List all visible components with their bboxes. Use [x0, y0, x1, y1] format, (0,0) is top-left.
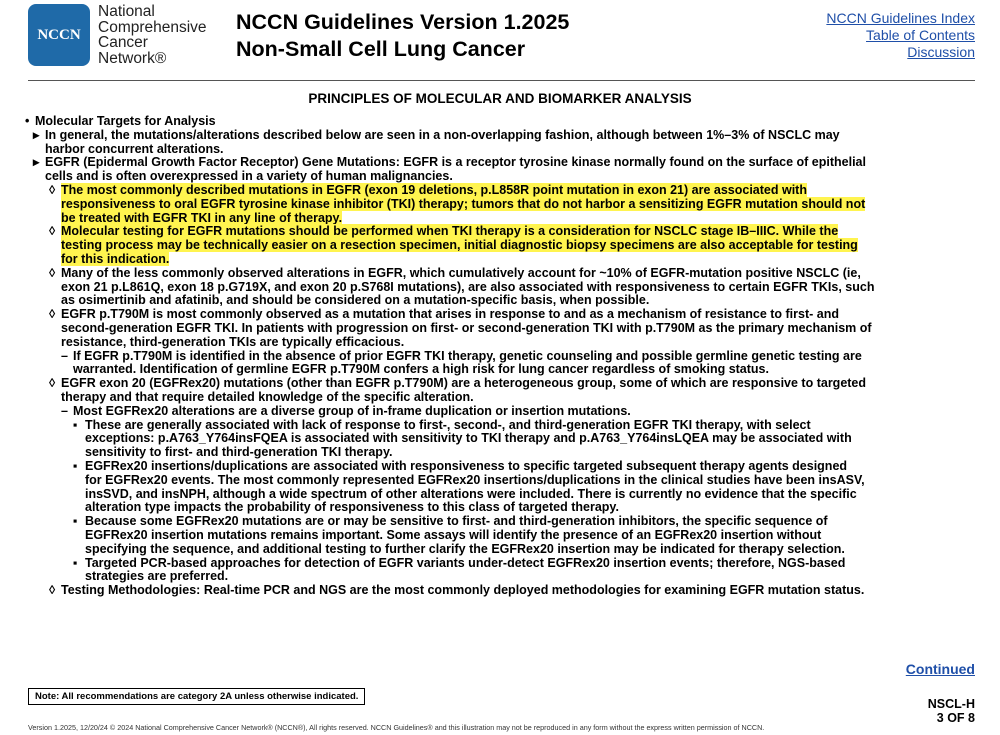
line-text: Targeted PCR-based approaches for detection of EGFR variants under-detect EGFRex20 insertion events; therefore, NGS-based [85, 555, 846, 570]
bullet-marker: ▪ [73, 458, 78, 473]
bullet-marker [73, 529, 85, 543]
line-text: EGFR (Epidermal Growth Factor Receptor) Gene Mutations: EGFR is a receptor tyrosine kinase normally found on the surface of epithelial [45, 155, 866, 170]
bullet-marker [73, 432, 85, 446]
highlighted-text: testing process may be technically easier on a resection specimen, initial diagnostic biopsy specimens are also acceptable for testing [61, 238, 858, 253]
bullet-marker: ▸ [33, 127, 40, 142]
line-text: exceptions: p.A763_Y764insFQEA is associated with sensitivity to TKI therapy and p.A763_Y764insLQEA may be associated with [85, 431, 852, 446]
text-line [25, 515, 975, 529]
bullet-marker [33, 143, 45, 157]
bullet-marker: ◊ [49, 265, 56, 280]
bullet-marker [49, 322, 61, 336]
header-divider [28, 80, 975, 81]
line-text: alteration type impacts the probability of responsiveness to this class of targeted therapy. [85, 500, 619, 515]
highlighted-text: be treated with EGFR TKI in any line of therapy. [61, 210, 343, 225]
line-text: warranted. Identification of germline EGFR p.T790M confers a high risk for lung cancer regardless of smoking status. [73, 362, 769, 377]
bullet-marker [33, 170, 45, 184]
text-line [25, 170, 975, 184]
page-identifier [928, 697, 975, 725]
section-title: PRINCIPLES OF MOLECULAR AND BIOMARKER ANALYSIS [308, 91, 692, 106]
text-line [25, 239, 975, 253]
bullet-marker [49, 281, 61, 295]
line-text: therapy and that require detailed knowledge of the specific alteration. [61, 389, 474, 404]
bullet-marker [49, 239, 61, 253]
text-line [25, 446, 975, 460]
bullet-marker [49, 294, 61, 308]
text-line [25, 501, 975, 515]
line-text: EGFR exon 20 (EGFRex20) mutations (other than EGFR p.T790M) are a heterogeneous group, some of which are responsive to targeted [61, 376, 867, 391]
bullet-marker: ▪ [73, 514, 78, 529]
bullet-marker [49, 391, 61, 405]
text-line [25, 557, 975, 571]
text-line [25, 308, 975, 322]
bullet-marker: ▸ [33, 155, 40, 170]
page-title [236, 9, 569, 63]
bullet-marker: ▪ [73, 555, 78, 570]
line-text: resistance, third-generation TKIs are typically efficacious. [61, 334, 405, 349]
text-line [25, 570, 975, 584]
line-text: EGFR p.T790M is most commonly observed as a mutation that arises in response to and as a mechanism of resistance to first- and [61, 307, 839, 322]
copyright-notice: Version 1.2025, 12/20/24 © 2024 National Comprehensive Cancer Network® (NCCN®), All rights reserved. NCCN Guidelines® and this illustration may not be reproduced in any form without the express written permission of NCCN. [28, 723, 765, 732]
bullet-marker: ◊ [49, 307, 56, 322]
text-line [25, 294, 975, 308]
text-line [25, 543, 975, 557]
bullet-marker [49, 198, 61, 212]
content-body [25, 115, 975, 598]
text-line [25, 529, 975, 543]
table-of-contents-link[interactable]: Table of Contents [866, 27, 975, 43]
text-line [25, 212, 975, 226]
line-text: insSVD, and insNPH, although a wide spectrum of other alterations were included. There is currently no evidence that the specific [85, 486, 857, 501]
bullet-marker: ◊ [49, 376, 56, 391]
line-text: Testing Methodologies: Real-time PCR and NGS are the most commonly deployed methodologies for examining EGFR mutation status. [61, 583, 865, 598]
text-line [25, 391, 975, 405]
text-line [25, 488, 975, 502]
highlighted-text: Molecular testing for EGFR mutations should be performed when TKI therapy is a consideration for NSCLC stage IB–IIIC. While the [61, 224, 839, 239]
text-line [25, 474, 975, 488]
highlighted-text: responsiveness to oral EGFR tyrosine kinase inhibitor (TKI) therapy; tumors that do not harbor a sensitizing EGFR mutation should not [61, 196, 866, 211]
logo-line: National [98, 3, 155, 20]
bullet-marker: – [61, 348, 68, 363]
page-number: 3 OF 8 [936, 711, 975, 725]
text-line [25, 419, 975, 433]
line-text: exon 21 p.L861Q, exon 18 p.G719X, and exon 20 p.S768I mutations), are also associated with responsiveness to certain EGFR TKIs, such [61, 279, 875, 294]
line-text: second-generation EGFR TKI. In patients with progression on first- or second-generation TKI with p.T790M as the primary mechanism of [61, 320, 872, 335]
nav-links [826, 10, 975, 61]
line-text: harbor concurrent alterations. [45, 141, 224, 156]
line-text: If EGFR p.T790M is identified in the absence of prior EGFR TKI therapy, genetic counseling and possible germline genetic testing are [73, 348, 862, 363]
line-text: as osimertinib and afatinib, and should be considered on a mutation-specific basis, when possible. [61, 293, 650, 308]
bullet-marker [49, 336, 61, 350]
text-line [25, 253, 975, 267]
text-line [25, 115, 975, 129]
footnote-box: Note: All recommendations are category 2A unless otherwise indicated. [28, 688, 365, 705]
logo-line: Cancer [98, 34, 148, 51]
bullet-marker [49, 253, 61, 267]
line-text: In general, the mutations/alterations described below are seen in a non-overlapping fashion, although between 1%–3% of NSCLC may [45, 127, 840, 142]
bullet-marker [73, 474, 85, 488]
line-text: specifying the sequence, and additional testing to further clarify the EGFRex20 insertion may be indicated for therapy selection. [85, 541, 845, 556]
logo-line: Comprehensive [98, 18, 207, 36]
line-text: EGFRex20 insertions/duplications are associated with responsiveness to specific targeted subsequent therapy agents designed [85, 458, 848, 473]
text-line [25, 584, 975, 598]
text-line [25, 267, 975, 281]
line-text: Because some EGFRex20 mutations are or may be sensitive to first- and third-generation inhibitors, the specific sequence of [85, 514, 828, 529]
text-line [25, 363, 975, 377]
text-line [25, 336, 975, 350]
text-line [25, 377, 975, 391]
bullet-marker [61, 363, 73, 377]
logo-badge: NCCN [28, 4, 90, 66]
line-text: strategies are preferred. [85, 569, 229, 584]
line-text: cells and is often overexpressed in a variety of human malignancies. [45, 169, 453, 184]
bullet-marker [73, 488, 85, 502]
bullet-marker [73, 543, 85, 557]
line-text: EGFRex20 insertion mutations remains important. Some assays will identify the presence of an EGFRex20 insertion without [85, 527, 822, 542]
line-text: Many of the less commonly observed alterations in EGFR, which cumulatively account for ~10% of EGFR-mutation positive NSCLC (ie, [61, 265, 861, 280]
text-line [25, 322, 975, 336]
line-text: Molecular Targets for Analysis [35, 114, 216, 128]
line-text: for EGFRex20 events. The most commonly represented EGFRex20 insertions/duplications in the clinical studies have been insASV, [85, 472, 865, 487]
page-code: NSCL-H [927, 697, 975, 711]
highlighted-text: for this indication. [61, 251, 170, 266]
title-line-version: NCCN Guidelines Version 1.2025 [236, 10, 570, 34]
bullet-marker [73, 570, 85, 584]
text-line [25, 460, 975, 474]
discussion-link[interactable]: Discussion [907, 44, 975, 60]
bullet-marker: ▪ [73, 417, 78, 432]
bullet-marker: ◊ [49, 224, 56, 239]
guidelines-index-link[interactable]: NCCN Guidelines Index [826, 10, 975, 26]
line-text: sensitivity to first- and third-generation TKI therapy. [85, 445, 393, 460]
text-line [25, 198, 975, 212]
bullet-marker: ◊ [49, 182, 56, 197]
highlighted-text: The most commonly described mutations in EGFR (exon 19 deletions, p.L858R point mutation in exon 21) are associated with [61, 182, 807, 197]
text-line [25, 129, 975, 143]
text-line [25, 350, 975, 364]
logo-line: Network® [98, 49, 167, 67]
text-line [25, 432, 975, 446]
line-text: Most EGFRex20 alterations are a diverse group of in-frame duplication or insertion mutations. [73, 403, 631, 418]
bullet-marker [49, 212, 61, 226]
nccn-logo [28, 4, 207, 66]
text-line [25, 281, 975, 295]
text-line [25, 143, 975, 157]
text-line [25, 156, 975, 170]
bullet-marker: ◊ [49, 583, 56, 598]
bullet-marker: • [25, 114, 30, 128]
bullet-marker [73, 446, 85, 460]
bullet-marker [73, 501, 85, 515]
title-line-disease: Non-Small Cell Lung Cancer [236, 37, 526, 61]
logo-wordmark [98, 4, 207, 66]
text-line [25, 225, 975, 239]
line-text: These are generally associated with lack of response to first-, second-, and third-generation EGFR TKI therapy, with select [85, 417, 811, 432]
text-line [25, 405, 975, 419]
bullet-marker: – [61, 403, 68, 418]
text-line [25, 184, 975, 198]
continued-link[interactable]: Continued [905, 661, 975, 677]
